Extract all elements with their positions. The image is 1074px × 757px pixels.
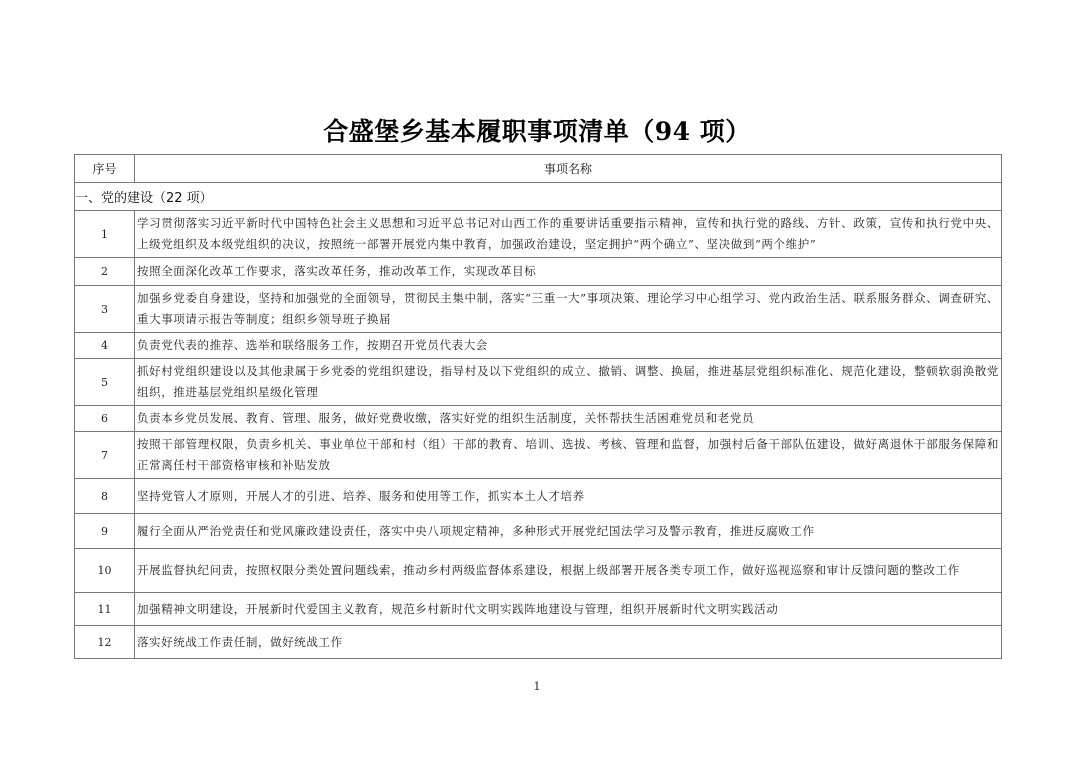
row-number: 8 [75,479,135,514]
header-name: 事项名称 [135,155,1002,183]
row-number: 2 [75,258,135,286]
header-number: 序号 [75,155,135,183]
row-number: 12 [75,626,135,659]
row-number: 3 [75,286,135,333]
row-text: 抓好村党组织建设以及其他隶属于乡党委的党组织建设，指导村及以下党组织的成立、撤销、调整、换届，推进基层党组织标准化、规范化建设，整顿软弱涣散党组织，推进基层党组织星级化管理 [135,359,1002,406]
row-number: 10 [75,549,135,593]
table-row [75,258,1002,286]
row-number: 5 [75,359,135,406]
section-heading: 一、党的建设（22 项） [75,183,1002,211]
row-number: 11 [75,593,135,626]
table-row [75,593,1002,626]
row-number: 7 [75,432,135,479]
table-row [75,514,1002,549]
table-row [75,479,1002,514]
table-row [75,211,1002,258]
page-number: 1 [533,680,541,693]
row-text: 按照干部管理权限，负责乡机关、事业单位干部和村（组）干部的教育、培训、选拔、考核、管理和监督，加强村后备干部队伍建设，做好离退休干部服务保障和正常离任村干部资格审核和补贴发放 [135,432,1002,479]
table-row [75,406,1002,432]
row-text: 加强乡党委自身建设，坚持和加强党的全面领导，贯彻民主集中制，落实“三重一大”事项决策、理论学习中心组学习、党内政治生活、联系服务群众、调查研究、重大事项请示报告等制度；组织乡领导班子换届 [135,286,1002,333]
row-text: 坚持党管人才原则，开展人才的引进、培养、服务和使用等工作，抓实本土人才培养 [135,479,1002,514]
row-text: 负责本乡党员发展、教育、管理、服务，做好党费收缴，落实好党的组织生活制度，关怀帮扶生活困难党员和老党员 [135,406,1002,432]
row-text: 学习贯彻落实习近平新时代中国特色社会主义思想和习近平总书记对山西工作的重要讲话重要指示精神，宣传和执行党的路线、方针、政策，宣传和执行党中央、上级党组织及本级党组织的决议，按照统一部署开展党内集中教育，加强政治建设，坚定拥护“两个确立”、坚决做到“两个维护” [135,211,1002,258]
row-number: 4 [75,333,135,359]
duties-table [74,154,1002,659]
table-row [75,549,1002,593]
row-number: 6 [75,406,135,432]
row-text: 负责党代表的推荐、选举和联络服务工作，按期召开党员代表大会 [135,333,1002,359]
row-text: 按照全面深化改革工作要求，落实改革任务，推动改革工作，实现改革目标 [135,258,1002,286]
row-text: 加强精神文明建设，开展新时代爱国主义教育，规范乡村新时代文明实践阵地建设与管理，组织开展新时代文明实践活动 [135,593,1002,626]
table-row [75,333,1002,359]
row-text: 开展监督执纪问责，按照权限分类处置问题线索，推动乡村两级监督体系建设，根据上级部署开展各类专项工作，做好巡视巡察和审计反馈问题的整改工作 [135,549,1002,593]
section-row [75,183,1002,211]
table-row [75,626,1002,659]
document-title: 合盛堡乡基本履职事项清单（94 项） [323,117,751,146]
row-number: 1 [75,211,135,258]
table-header-row [75,155,1002,183]
table-row [75,286,1002,333]
table-row [75,432,1002,479]
row-text: 落实好统战工作责任制，做好统战工作 [135,626,1002,659]
row-text: 履行全面从严治党责任和党风廉政建设责任，落实中央八项规定精神，多种形式开展党纪国法学习及警示教育，推进反腐败工作 [135,514,1002,549]
table-row [75,359,1002,406]
row-number: 9 [75,514,135,549]
